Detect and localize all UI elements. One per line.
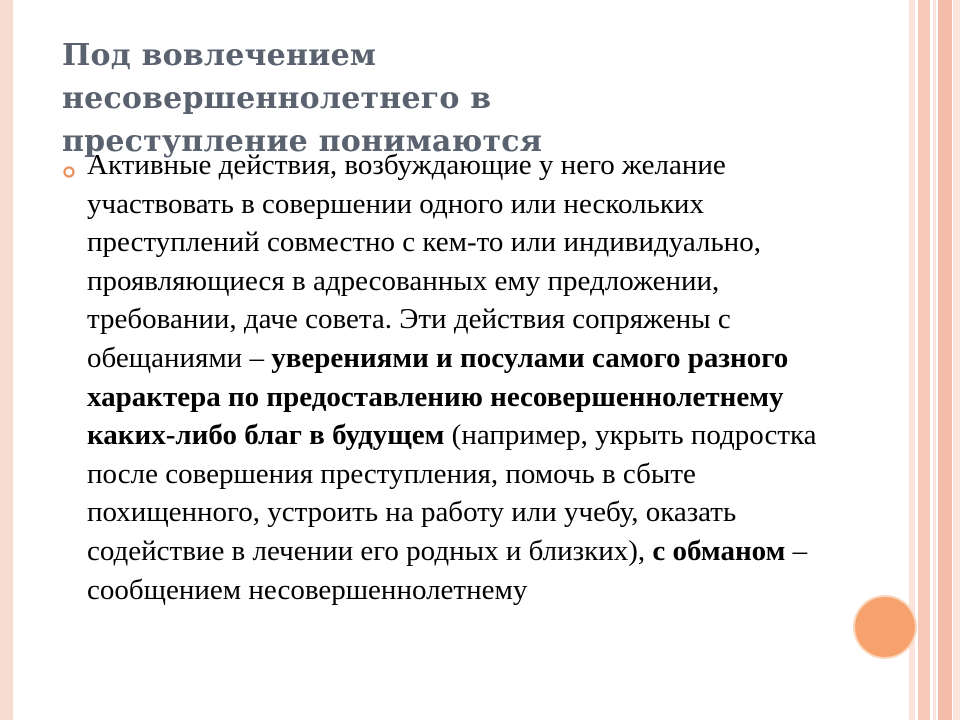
right-decorative-stripe [953,0,960,720]
left-decorative-stripe [0,0,13,720]
bullet-text-part: – сообщением несовершеннолетнему [87,534,808,606]
right-decorative-stripe [933,0,936,720]
bullet-text-part: (например, укрыть подростка после совершения преступления, помочь в сбыте похищенного, устроить на работу или учебу, оказать содействие в лечении его родных и близких), [87,419,817,567]
right-decorative-stripe [938,0,952,720]
bullet-text-bold: уверениями и посулами самого разного характера по предоставлению несовершеннолетнему каких-либо благ в будущем [87,341,789,452]
bullet-text-part: Активные действия, возбуждающие у него желание участвовать в совершении одного или нескольких преступлений совместно с кем-то или индивидуально, проявляющиеся в адресованных ему предложении, требовании, даче совета. Эти действия сопряжены с обещаниями – [87,149,761,374]
decorative-circle-icon [855,597,915,657]
bullet-text [87,146,857,609]
bullet-text-bold: с обманом [652,534,786,567]
slide-title: Под вовлечением несовершеннолетнего в преступление понимаются [62,38,543,159]
right-decorative-stripe [918,0,930,720]
bullet-circle-icon [62,165,76,179]
